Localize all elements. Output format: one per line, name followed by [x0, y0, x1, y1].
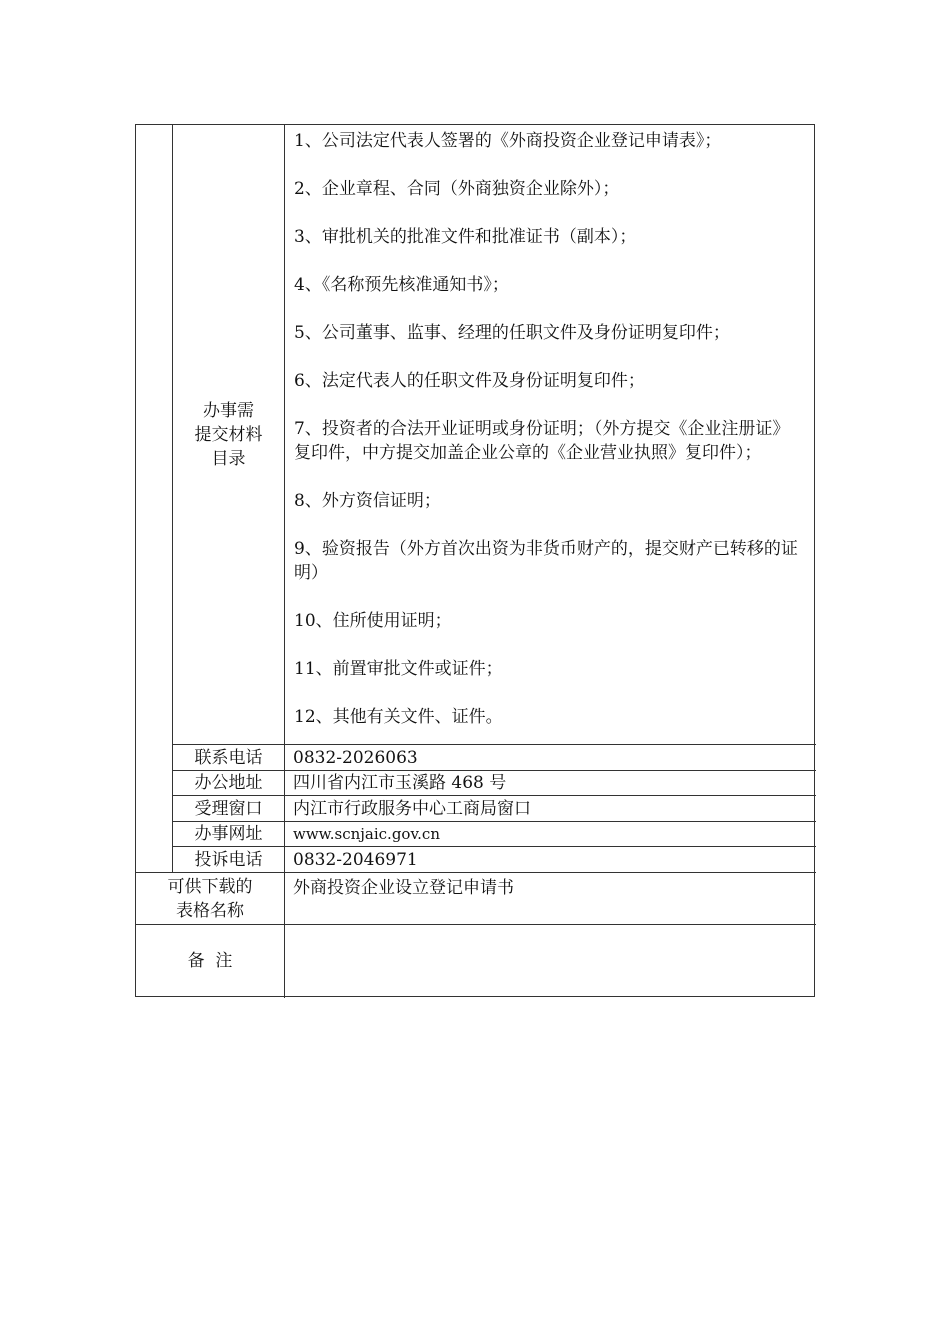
list-item: 12、其他有关文件、证件。: [294, 707, 503, 727]
forms-value: 外商投资企业设立登记申请书: [293, 878, 514, 898]
list-item: 10、住所使用证明；: [294, 611, 452, 631]
list-item: 6、法定代表人的任职文件及身份证明复印件；: [294, 371, 645, 391]
materials-label: 办事需 提交材料 目录: [194, 400, 263, 469]
website-value: www.scnjaic.gov.cn: [293, 825, 440, 843]
window-value: 内江市行政服务中心工商局窗口: [293, 798, 531, 819]
list-item: 5、公司董事、监事、经理的任职文件及身份证明复印件；: [294, 323, 730, 343]
complaint-phone-label: 投诉电话: [194, 849, 263, 870]
remarks-label: 备 注: [187, 951, 233, 971]
list-item: 4、《名称预先核准通知书》；: [294, 275, 509, 295]
list-item: 9、验资报告（外方首次出资为非货币财产的，提交财产已转移的证明）: [294, 539, 798, 583]
service-info-table: [135, 124, 815, 997]
window-label: 受理窗口: [194, 798, 263, 819]
complaint-phone-value: 0832-2046971: [293, 849, 418, 870]
phone-label: 联系电话: [194, 747, 263, 768]
materials-list: [285, 125, 816, 729]
list-item: 11、前置审批文件或证件；: [294, 659, 503, 679]
phone-value: 0832-2026063: [293, 747, 418, 768]
list-item: 7、投资者的合法开业证明或身份证明；（外方提交《企业注册证》复印件，中方提交加盖企业公章的《企业营业执照》复印件）；: [294, 419, 790, 463]
forms-label: 可供下载的 表格名称: [167, 876, 253, 921]
list-item: 8、外方资信证明；: [294, 491, 441, 511]
address-value: 四川省内江市玉溪路 468 号: [293, 773, 507, 793]
address-label: 办公地址: [194, 773, 263, 793]
remarks-value: [285, 925, 824, 997]
list-item: 3、审批机关的批准文件和批准证书（副本）；: [294, 227, 637, 247]
list-item: 1、公司法定代表人签署的《外商投资企业登记申请表》；: [294, 131, 722, 151]
list-item: 2、企业章程、合同（外商独资企业除外）；: [294, 179, 620, 199]
website-label: 办事网址: [194, 824, 263, 844]
